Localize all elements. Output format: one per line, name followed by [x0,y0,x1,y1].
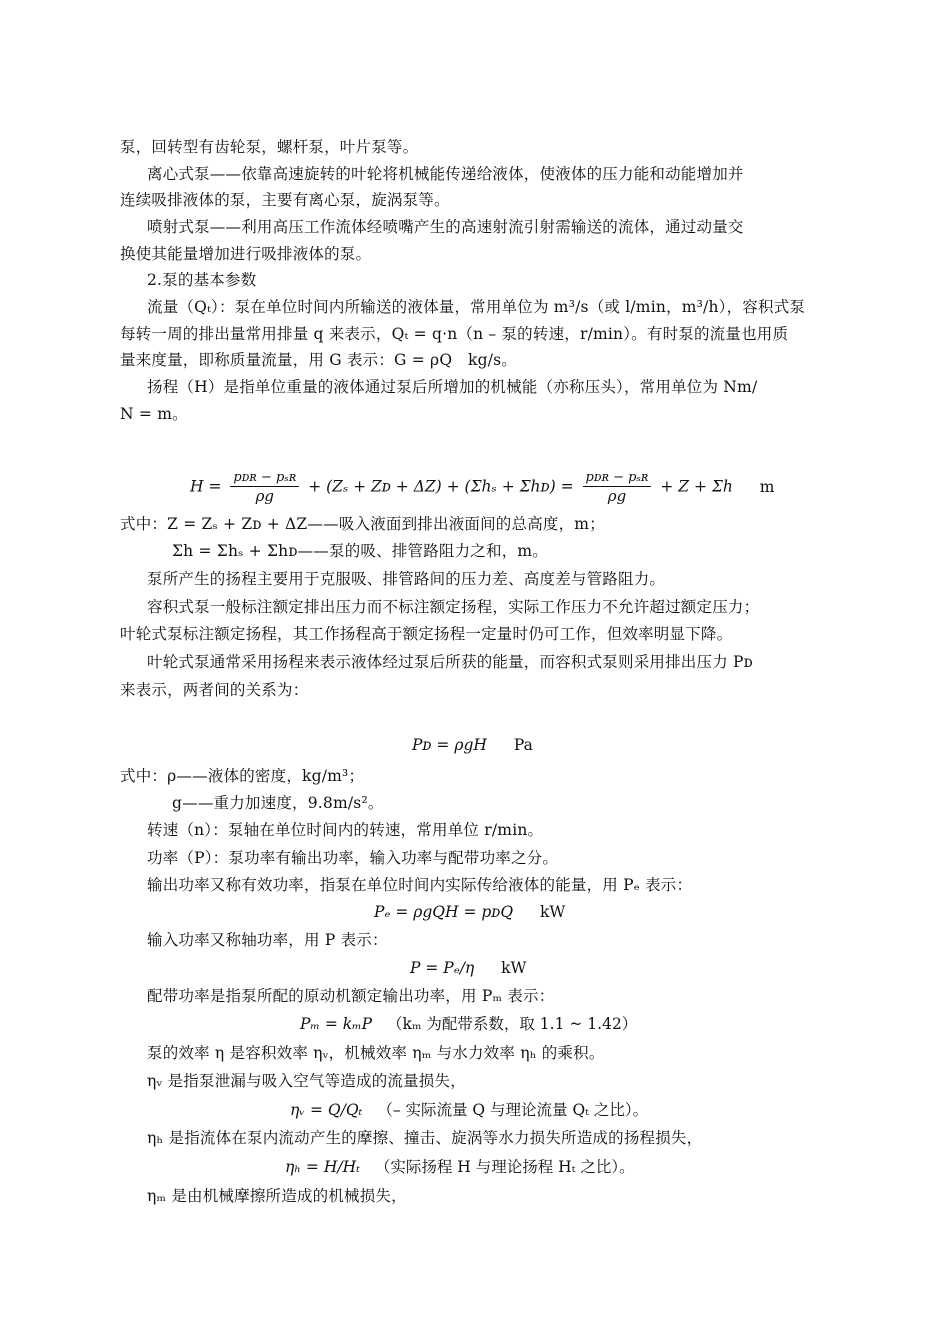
text-line: 喷射式泵——利用高压工作流体经喷嘴产生的高速射流引射需输送的流体，通过动量交 [147,218,744,236]
text-line: 输入功率又称轴功率，用 P 表示： [147,931,388,949]
eq-expr: ηₕ = H/Hₜ [285,1158,360,1176]
equation-pd [412,735,533,755]
text-line: ηₕ 是指流体在泵内流动产生的摩擦、撞击、旋涡等水力损失所造成的扬程损失， [147,1129,703,1147]
text-line: 容积式泵一般标注额定排出压力而不标注额定扬程，实际工作压力不允许超过额定压力； [147,598,760,616]
equation-p [410,958,526,978]
eq-expr: Pₑ = ρgQH = pᴅQ [374,903,514,921]
text-line: 扬程（H）是指单位重量的液体通过泵后所增加的机械能（亦称压头），常用单位为 Nm/ [147,378,758,396]
eq-frac-den: ρg [607,487,627,505]
eq-frac-num: pᴅʀ − pₛʀ [230,470,299,487]
equation-etah [285,1157,635,1177]
text-line: 输出功率又称有效功率，指泵在单位时间内实际传给液体的能量，用 Pₑ 表示： [147,876,693,894]
eq-expr: P = Pₑ/η [410,959,475,977]
eq-fraction [583,470,652,505]
eq-note: （实际扬程 H 与理论扬程 Hₜ 之比）。 [374,1158,635,1176]
eq-frac-den: ρg [255,487,275,505]
equation-pe [374,902,565,922]
eq-frac-num: pᴅʀ − pₛʀ [583,470,652,487]
text-line: ηₘ 是由机械摩擦所造成的机械损失， [147,1187,407,1205]
text-line: 每转一周的排出量常用排量 q 来表示，Qₜ = q·n（n – 泵的转速，r/min）。有时泵的流量也用质 [120,325,789,343]
section-heading: 2.泵的基本参数 [147,271,257,289]
text-line: N = m。 [120,405,188,423]
text-line: 换使其能量增加进行吸排液体的泵。 [120,245,372,263]
eq-unit: m [759,477,775,496]
eq-note: （kₘ 为配带系数，取 1.1 ~ 1.42） [387,1015,638,1033]
text-line: ηᵥ 是指泵泄漏与吸入空气等造成的流量损失， [147,1072,466,1090]
equation-etav [290,1100,648,1120]
text-line: 叶轮式泵通常采用扬程来表示液体经过泵后所获的能量，而容积式泵则采用排出压力 Pᴅ [147,653,753,671]
text-line: 量来度量，即称质量流量，用 G 表示：G = ρQ kg/s。 [120,351,517,369]
eq-fraction [230,470,299,505]
equation-pm [300,1014,637,1034]
eq-lhs: H = [190,477,222,496]
text-line: 式中：Z = Zₛ + Zᴅ + ΔZ——吸入液面到排出液面间的总高度，m； [120,515,605,533]
text-line: 连续吸排液体的泵，主要有离心泵，旋涡泵等。 [120,191,450,209]
equation-head [190,470,774,505]
eq-unit: Pa [513,736,533,754]
text-line: g——重力加速度，9.8m/s²。 [172,794,384,812]
text-line: 离心式泵——依靠高速旋转的叶轮将机械能传递给液体，使液体的压力能和动能增加并 [147,165,744,183]
eq-expr: ηᵥ = Q/Qₜ [290,1101,363,1119]
text-line: Σh = Σhₛ + Σhᴅ——泵的吸、排管路阻力之和，m。 [172,542,549,560]
eq-note: （– 实际流量 Q 与理论流量 Qₜ 之比）。 [377,1101,649,1119]
text-line: 来表示，两者间的关系为： [120,681,309,699]
eq-rhs: + Z + Σh [660,477,733,496]
text-line: 泵，回转型有齿轮泵，螺杆泵，叶片泵等。 [120,138,419,156]
text-line: 泵的效率 η 是容积效率 ηᵥ，机械效率 ηₘ 与水力效率 ηₕ 的乘积。 [147,1044,605,1062]
text-line: 转速（n）：泵轴在单位时间内的转速，常用单位 r/min。 [147,821,544,839]
text-line: 配带功率是指泵所配的原动机额定输出功率，用 Pₘ 表示： [147,987,555,1005]
text-line: 泵所产生的扬程主要用于克服吸、排管路间的压力差、高度差与管路阻力。 [147,570,666,588]
eq-expr: Pᴅ = ρgH [412,736,487,754]
text-line: 功率（P）：泵功率有输出功率，输入功率与配带功率之分。 [147,849,559,867]
text-line: 叶轮式泵标注额定扬程，其工作扬程高于额定扬程一定量时仍可工作，但效率明显下降。 [120,625,733,643]
eq-unit: kW [501,959,527,977]
eq-mid: + (Zₛ + Zᴅ + ΔZ) + (Σhₛ + Σhᴅ) = [308,477,574,496]
text-line: 式中：ρ——液体的密度，kg/m³； [120,767,365,785]
eq-unit: kW [540,903,566,921]
eq-expr: Pₘ = kₘP [300,1015,373,1033]
text-line: 流量（Qₜ）：泵在单位时间内所输送的液体量，常用单位为 m³/s（或 l/min，m³/h），容积式泵 [147,298,806,316]
